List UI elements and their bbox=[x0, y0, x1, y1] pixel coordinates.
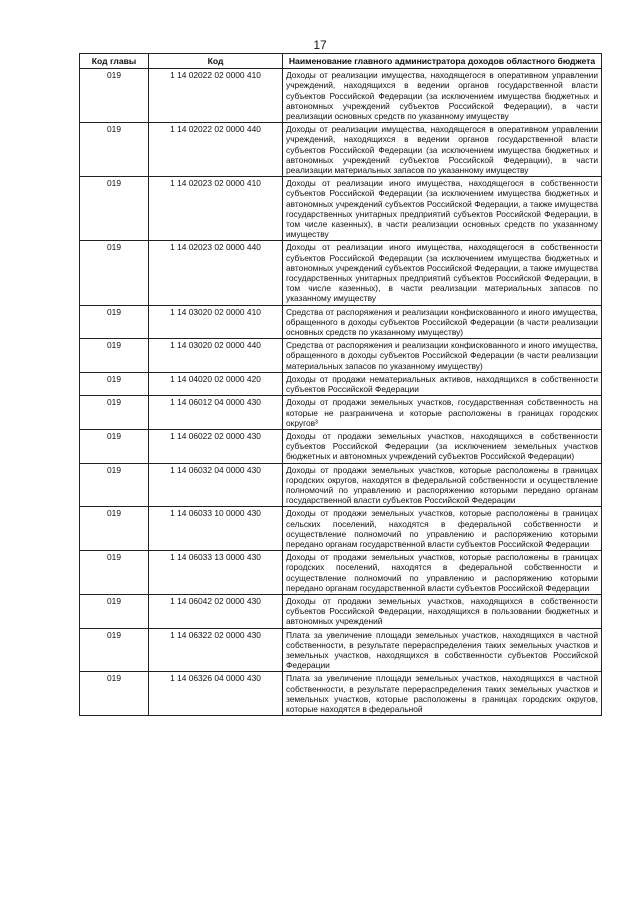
table-row bbox=[80, 372, 602, 395]
cell-name: Плата за увеличение площади земельных участков, находящихся в частной собственности, в результате перераспределения таких земельных участков и земельных участков, находящихся в собственности субъектов Российской Федерации bbox=[283, 628, 602, 672]
cell-chapter: 019 bbox=[80, 241, 149, 305]
cell-code: 1 14 06033 10 0000 430 bbox=[149, 507, 283, 551]
cell-name: Доходы от реализации иного имущества, находящегося в собственности субъектов Российской Федерации (за исключением имущества бюджетных и автономных учреждений субъектов Российской Федерации, а также имущества государственных унитарных предприятий субъектов Российской Федерации, в том числе казенных), в части реализации основных средств по указанному имуществу bbox=[283, 177, 602, 241]
cell-name: Средства от распоряжения и реализации конфискованного и иного имущества, обращенного в доходы субъектов Российской Федерации (в части реализации основных средств по указанному имуществу) bbox=[283, 305, 602, 339]
cell-code: 1 14 02023 02 0000 440 bbox=[149, 241, 283, 305]
cell-name: Доходы от продажи земельных участков, которые расположены в границах городских поселений, находятся в федеральной собственности и осуществление полномочий по управлению и распоряжению которыми передано органам государственной власти субъектов Российской Федерации bbox=[283, 551, 602, 595]
cell-code: 1 14 06022 02 0000 430 bbox=[149, 429, 283, 463]
cell-chapter: 019 bbox=[80, 396, 149, 430]
cell-chapter: 019 bbox=[80, 628, 149, 672]
cell-code: 1 14 06033 13 0000 430 bbox=[149, 551, 283, 595]
cell-chapter: 019 bbox=[80, 429, 149, 463]
cell-code: 1 14 04020 02 0000 420 bbox=[149, 372, 283, 395]
table-header-row bbox=[80, 54, 602, 69]
cell-name: Доходы от реализации имущества, находящегося в оперативном управлении учреждений, находящихся в ведении органов государственной власти субъектов Российской Федерации (за исключением имущества бюджетных и автономных учреждений субъектов Российской Федерации), в части реализации материальных запасов по указанному имуществу bbox=[283, 123, 602, 177]
table-row bbox=[80, 339, 602, 373]
table-row bbox=[80, 551, 602, 595]
cell-name: Средства от распоряжения и реализации конфискованного и иного имущества, обращенного в доходы субъектов Российской Федерации (в части реализации материальных запасов по указанному имуществу) bbox=[283, 339, 602, 373]
cell-code: 1 14 02022 02 0000 440 bbox=[149, 123, 283, 177]
cell-code: 1 14 02023 02 0000 410 bbox=[149, 177, 283, 241]
table-row bbox=[80, 241, 602, 305]
table-row bbox=[80, 396, 602, 430]
table-row bbox=[80, 672, 602, 716]
cell-name: Доходы от продажи нематериальных активов, находящихся в собственности субъектов Российской Федерации bbox=[283, 372, 602, 395]
cell-chapter: 019 bbox=[80, 463, 149, 507]
table-row bbox=[80, 69, 602, 123]
cell-code: 1 14 06326 04 0000 430 bbox=[149, 672, 283, 716]
cell-chapter: 019 bbox=[80, 177, 149, 241]
cell-chapter: 019 bbox=[80, 69, 149, 123]
cell-chapter: 019 bbox=[80, 507, 149, 551]
cell-code: 1 14 03020 02 0000 410 bbox=[149, 305, 283, 339]
table-row bbox=[80, 594, 602, 628]
revenue-codes-table bbox=[79, 53, 602, 716]
table-row bbox=[80, 507, 602, 551]
header-code: Код bbox=[149, 54, 283, 69]
cell-name: Доходы от продажи земельных участков, которые расположены в границах городских округов, находятся в федеральной собственности и осуществление полномочий по управлению и распоряжению которыми передано органам государственной власти субъектов Российской Федерации bbox=[283, 463, 602, 507]
header-chapter: Код главы bbox=[80, 54, 149, 69]
cell-chapter: 019 bbox=[80, 672, 149, 716]
cell-chapter: 019 bbox=[80, 551, 149, 595]
table-row bbox=[80, 463, 602, 507]
cell-chapter: 019 bbox=[80, 339, 149, 373]
cell-name: Доходы от продажи земельных участков, которые расположены в границах сельских поселений, находятся в федеральной собственности и осуществление полномочий по управлению и распоряжению которыми передано органам государственной власти субъектов Российской Федерации bbox=[283, 507, 602, 551]
table-row bbox=[80, 123, 602, 177]
cell-chapter: 019 bbox=[80, 123, 149, 177]
cell-chapter: 019 bbox=[80, 594, 149, 628]
cell-code: 1 14 06042 02 0000 430 bbox=[149, 594, 283, 628]
cell-code: 1 14 02022 02 0000 410 bbox=[149, 69, 283, 123]
page-number: 17 bbox=[313, 38, 327, 52]
cell-name: Доходы от продажи земельных участков, государственная собственность на которые не разграничена и которые расположены в границах городских округов³ bbox=[283, 396, 602, 430]
table-row bbox=[80, 305, 602, 339]
cell-code: 1 14 03020 02 0000 440 bbox=[149, 339, 283, 373]
cell-code: 1 14 06322 02 0000 430 bbox=[149, 628, 283, 672]
cell-name: Доходы от продажи земельных участков, находящихся в собственности субъектов Российской Федерации, находящихся в пользовании бюджетных и автономных учреждений bbox=[283, 594, 602, 628]
table-row bbox=[80, 177, 602, 241]
cell-code: 1 14 06032 04 0000 430 bbox=[149, 463, 283, 507]
cell-name: Доходы от продажи земельных участков, находящихся в собственности субъектов Российской Федерации (за исключением земельных участков бюджетных и автономных учреждений субъектов Российской Федерации) bbox=[283, 429, 602, 463]
cell-name: Доходы от реализации иного имущества, находящегося в собственности субъектов Российской Федерации (за исключением имущества бюджетных и автономных учреждений субъектов Российской Федерации, а также имущества государственных унитарных предприятий субъектов Российской Федерации, в том числе казенных), в части реализации материальных запасов по указанному имуществу bbox=[283, 241, 602, 305]
table-row bbox=[80, 628, 602, 672]
cell-code: 1 14 06012 04 0000 430 bbox=[149, 396, 283, 430]
cell-name: Доходы от реализации имущества, находящегося в оперативном управлении учреждений, находящихся в ведении органов государственной власти субъектов Российской Федерации (за исключением имущества бюджетных и автономных учреждений субъектов Российской Федерации), в части реализации основных средств по указанному имуществу bbox=[283, 69, 602, 123]
cell-chapter: 019 bbox=[80, 305, 149, 339]
cell-name: Плата за увеличение площади земельных участков, находящихся в частной собственности, в результате перераспределения таких земельных участков и земельных участков, которые расположены в границах городских округов, которые находятся в федеральной bbox=[283, 672, 602, 716]
cell-chapter: 019 bbox=[80, 372, 149, 395]
header-name: Наименование главного администратора доходов областного бюджета bbox=[283, 54, 602, 69]
table-row bbox=[80, 429, 602, 463]
